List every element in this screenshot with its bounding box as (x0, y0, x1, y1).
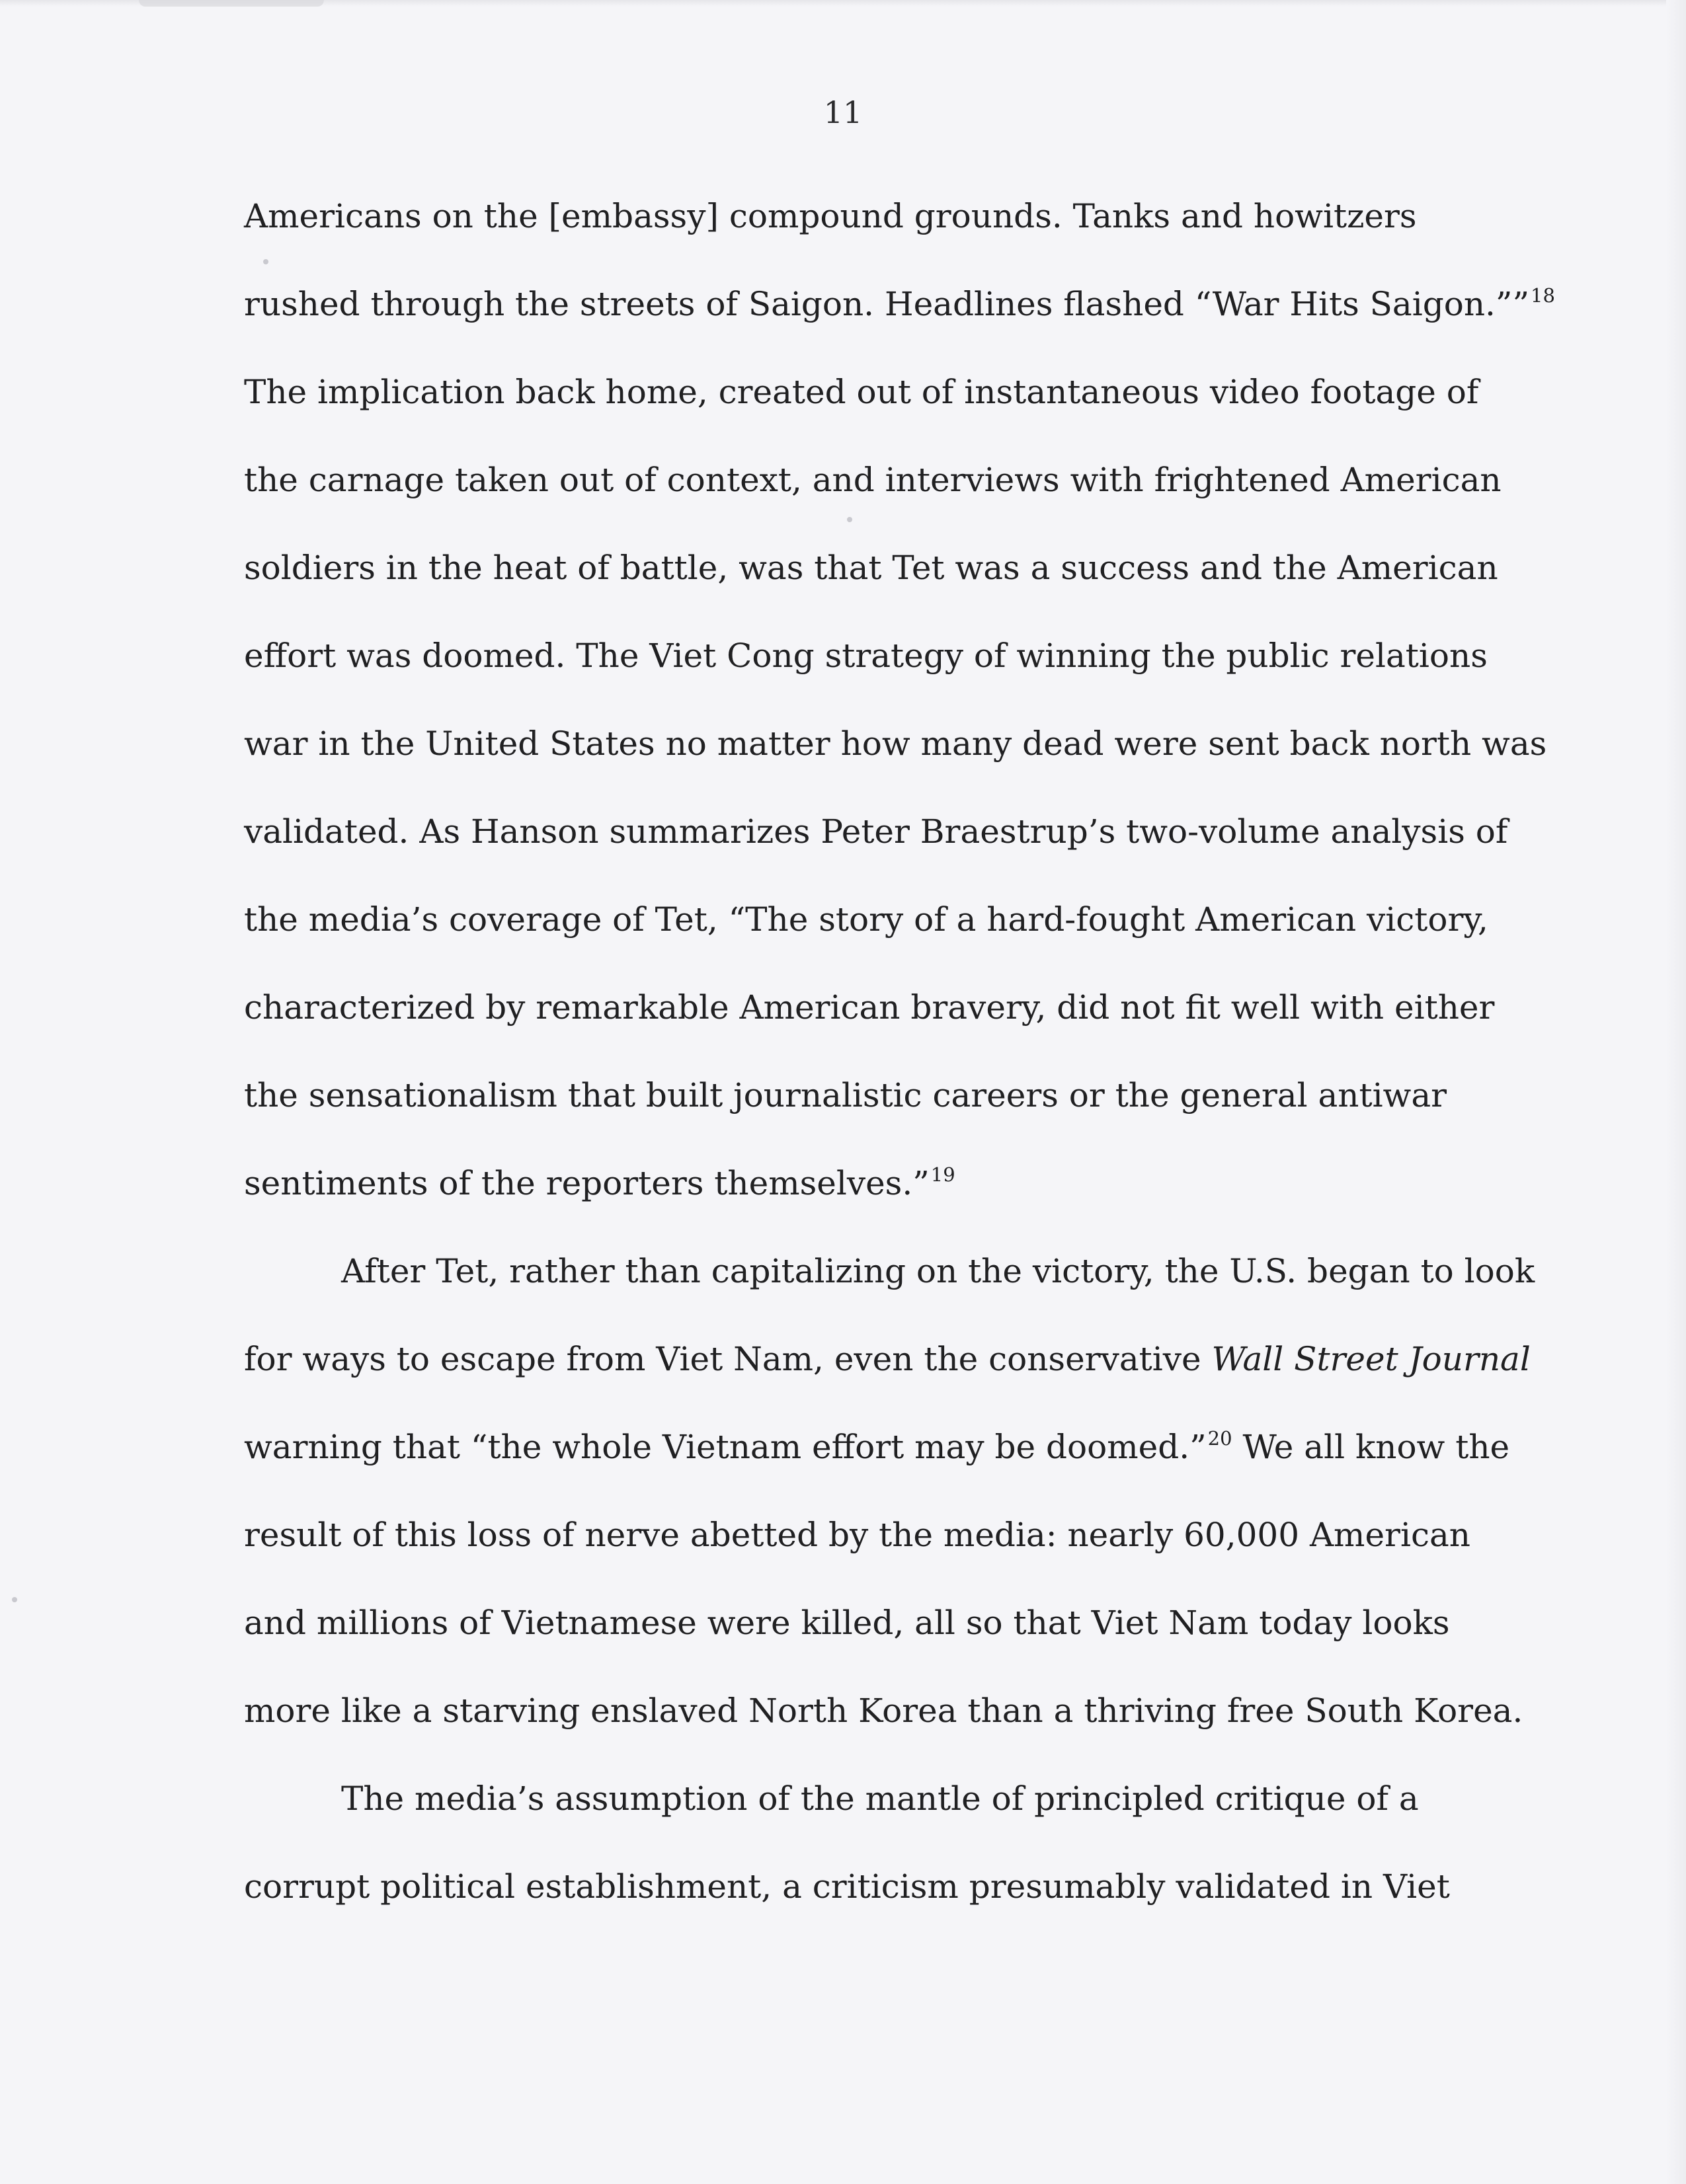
text-segment: the media’s coverage of Tet, “The story of a hard-fought American victory, (244, 900, 1488, 939)
footnote-marker: 20 (1207, 1427, 1232, 1450)
text-line (244, 623, 1580, 711)
text-line (244, 183, 1580, 271)
footnote-marker: 18 (1531, 284, 1555, 307)
text-line (244, 1678, 1580, 1766)
text-segment: Americans on the [embassy] compound grounds. Tanks and howitzers (244, 197, 1417, 235)
text-segment: and millions of Vietnamese were killed, all so that Viet Nam today looks (244, 1604, 1450, 1642)
text-line (244, 1062, 1580, 1150)
text-segment: warning that “the whole Vietnam effort may be doomed.” (244, 1428, 1207, 1466)
scan-speck (12, 1597, 17, 1602)
text-segment: sentiments of the reporters themselves.” (244, 1164, 930, 1202)
text-segment: The implication back home, created out of instantaneous video footage of (244, 373, 1479, 411)
text-line (244, 447, 1580, 535)
text-segment: soldiers in the heat of battle, was that Tet was a success and the American (244, 549, 1498, 587)
text-segment: characterized by remarkable American bravery, did not fit well with either (244, 988, 1495, 1027)
text-segment: After Tet, rather than capitalizing on the victory, the U.S. began to look (341, 1252, 1535, 1290)
text-segment: the sensationalism that built journalistic careers or the general antiwar (244, 1076, 1447, 1114)
text-line (244, 974, 1580, 1062)
text-segment: effort was doomed. The Viet Cong strategy of winning the public relations (244, 637, 1488, 675)
text-line (244, 711, 1580, 799)
footnote-marker: 19 (930, 1163, 955, 1186)
body-text (244, 183, 1580, 1941)
text-segment: more like a starving enslaved North Korea than a thriving free South Korea. (244, 1692, 1523, 1730)
page-number: 11 (823, 95, 863, 130)
italic-title: Wall Street Journal (1211, 1340, 1531, 1378)
text-line (244, 1414, 1580, 1502)
text-segment: the carnage taken out of context, and interviews with frightened American (244, 461, 1502, 499)
text-line (244, 271, 1580, 359)
scan-right-edge (1666, 0, 1686, 2184)
text-line (244, 359, 1580, 447)
text-segment: war in the United States no matter how many dead were sent back north was (244, 724, 1547, 763)
text-line (244, 1853, 1580, 1941)
text-line (244, 1326, 1580, 1414)
text-segment: result of this loss of nerve abetted by the media: nearly 60,000 American (244, 1516, 1470, 1554)
text-line (244, 1150, 1580, 1238)
text-line (244, 799, 1580, 886)
text-segment: for ways to escape from Viet Nam, even the conservative (244, 1340, 1212, 1378)
text-line (244, 1502, 1580, 1590)
text-segment: rushed through the streets of Saigon. Headlines flashed “War Hits Saigon.”” (244, 285, 1530, 323)
text-line (244, 1590, 1580, 1678)
text-line (244, 886, 1580, 974)
text-segment: corrupt political establishment, a criticism presumably validated in Viet (244, 1867, 1450, 1906)
text-segment: We all know the (1232, 1428, 1510, 1466)
text-segment: The media’s assumption of the mantle of principled critique of a (341, 1779, 1419, 1818)
text-line (244, 535, 1580, 623)
text-line (244, 1766, 1580, 1853)
text-segment: validated. As Hanson summarizes Peter Braestrup’s two-volume analysis of (244, 812, 1508, 851)
scan-smudge (139, 0, 324, 7)
text-line (244, 1238, 1580, 1326)
